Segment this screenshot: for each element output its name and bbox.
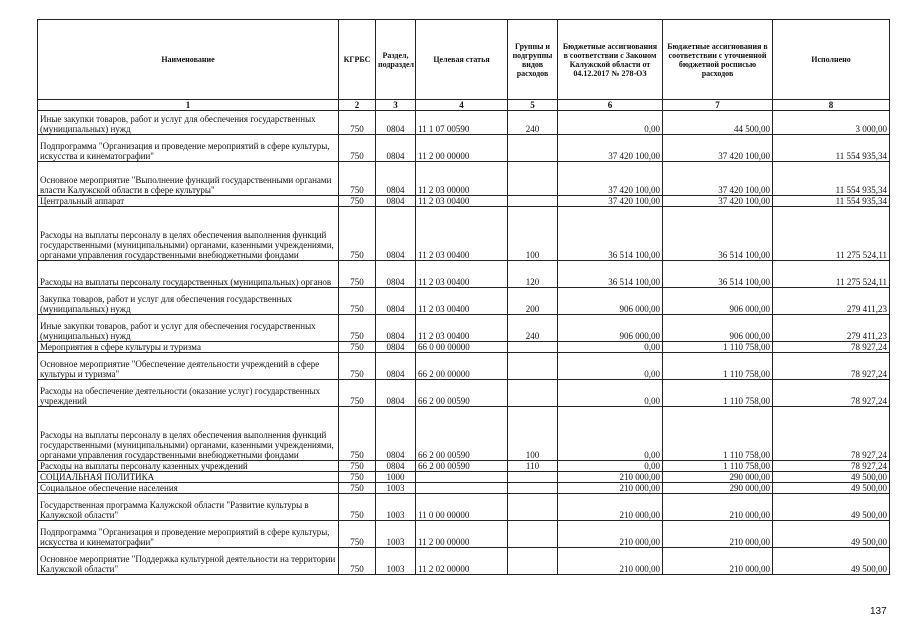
header-row xyxy=(38,20,890,100)
table-row xyxy=(38,461,890,472)
header-group: Группы и подгруппы видов расходов xyxy=(508,20,558,100)
cell-target: 11 2 00 00000 xyxy=(416,521,508,548)
cell-group: 110 xyxy=(508,461,558,472)
cell-target: 66 2 00 00000 xyxy=(416,353,508,380)
cell-refined: 1 110 758,00 xyxy=(663,407,773,461)
cell-target: 11 2 03 00400 xyxy=(416,261,508,288)
cell-group xyxy=(508,521,558,548)
table-row xyxy=(38,342,890,353)
cell-refined: 1 110 758,00 xyxy=(663,353,773,380)
cell-section: 0804 xyxy=(376,111,416,135)
cell-target: 66 2 00 00590 xyxy=(416,461,508,472)
cell-kgrbs: 750 xyxy=(339,135,376,162)
cell-name: Расходы на выплаты персоналу в целях обеспечения выполнения функций государственными (муниципальными) органами, казенными учреждениями, органами управления государственными внебюджетными фондами xyxy=(38,207,339,261)
cell-executed: 279 411,23 xyxy=(773,288,890,315)
cell-group: 240 xyxy=(508,111,558,135)
cell-law: 0,00 xyxy=(558,407,663,461)
cell-kgrbs: 750 xyxy=(339,315,376,342)
cell-refined: 290 000,00 xyxy=(663,483,773,494)
cell-group: 100 xyxy=(508,407,558,461)
cell-kgrbs: 750 xyxy=(339,407,376,461)
cell-section: 1000 xyxy=(376,472,416,483)
cell-law: 210 000,00 xyxy=(558,548,663,575)
cell-target: 11 2 03 00400 xyxy=(416,288,508,315)
cell-name: Расходы на обеспечение деятельности (оказание услуг) государственных учреждений xyxy=(38,380,339,407)
table-row xyxy=(38,472,890,483)
cell-section: 1003 xyxy=(376,494,416,521)
cell-section: 0804 xyxy=(376,407,416,461)
table-row xyxy=(38,261,890,288)
cell-target: 11 2 00 00000 xyxy=(416,135,508,162)
table-row xyxy=(38,162,890,196)
cell-section: 0804 xyxy=(376,288,416,315)
cell-group xyxy=(508,162,558,196)
cell-law: 906 000,00 xyxy=(558,288,663,315)
cell-name: Расходы на выплаты персоналу государственных (муниципальных) органов xyxy=(38,261,339,288)
cell-executed: 11 554 935,34 xyxy=(773,162,890,196)
page-number: 137 xyxy=(870,606,887,617)
cell-refined: 44 500,00 xyxy=(663,111,773,135)
cell-law: 210 000,00 xyxy=(558,521,663,548)
cell-executed: 78 927,24 xyxy=(773,461,890,472)
cell-kgrbs: 750 xyxy=(339,111,376,135)
cell-group xyxy=(508,548,558,575)
cell-refined: 290 000,00 xyxy=(663,472,773,483)
column-number: 6 xyxy=(558,100,663,111)
cell-kgrbs: 750 xyxy=(339,472,376,483)
cell-section: 1003 xyxy=(376,483,416,494)
table-row xyxy=(38,380,890,407)
cell-name: Основное мероприятие "Выполнение функций государственными органами власти Калужской области в сфере культуры" xyxy=(38,162,339,196)
cell-kgrbs: 750 xyxy=(339,342,376,353)
cell-name: Расходы на выплаты персоналу казенных учреждений xyxy=(38,461,339,472)
cell-executed: 49 500,00 xyxy=(773,548,890,575)
cell-name: Иные закупки товаров, работ и услуг для обеспечения государственных (муниципальных) нужд xyxy=(38,315,339,342)
cell-refined: 1 110 758,00 xyxy=(663,342,773,353)
column-number: 1 xyxy=(38,100,339,111)
cell-kgrbs: 750 xyxy=(339,353,376,380)
cell-group: 240 xyxy=(508,315,558,342)
cell-group xyxy=(508,196,558,207)
cell-executed: 3 000,00 xyxy=(773,111,890,135)
cell-target: 11 2 03 00400 xyxy=(416,207,508,261)
cell-refined: 906 000,00 xyxy=(663,315,773,342)
cell-law: 37 420 100,00 xyxy=(558,196,663,207)
cell-executed: 78 927,24 xyxy=(773,407,890,461)
header-law: Бюджетные ассигнования в соответствии с Законом Калужской области от 04.12.2017 № 278-ОЗ xyxy=(558,20,663,100)
cell-name: Государственная программа Калужской области "Развитие культуры в Калужской области" xyxy=(38,494,339,521)
cell-executed: 49 500,00 xyxy=(773,494,890,521)
cell-kgrbs: 750 xyxy=(339,521,376,548)
table-row xyxy=(38,288,890,315)
cell-law: 0,00 xyxy=(558,461,663,472)
table-row xyxy=(38,135,890,162)
column-number: 4 xyxy=(416,100,508,111)
cell-target: 66 0 00 00000 xyxy=(416,342,508,353)
cell-law: 0,00 xyxy=(558,111,663,135)
cell-kgrbs: 750 xyxy=(339,494,376,521)
cell-section: 0804 xyxy=(376,315,416,342)
header-executed: Исполнено xyxy=(773,20,890,100)
cell-target: 66 2 00 00590 xyxy=(416,407,508,461)
cell-section: 1003 xyxy=(376,521,416,548)
cell-law: 0,00 xyxy=(558,342,663,353)
cell-executed: 279 411,23 xyxy=(773,315,890,342)
cell-name: СОЦИАЛЬНАЯ ПОЛИТИКА xyxy=(38,472,339,483)
cell-law: 36 514 100,00 xyxy=(558,207,663,261)
cell-name: Центральный аппарат xyxy=(38,196,339,207)
header-kgrbs: КГРБС xyxy=(339,20,376,100)
header-section: Раздел, подраздел xyxy=(376,20,416,100)
cell-law: 37 420 100,00 xyxy=(558,162,663,196)
table-row xyxy=(38,207,890,261)
cell-target: 11 2 03 00400 xyxy=(416,196,508,207)
cell-law: 906 000,00 xyxy=(558,315,663,342)
cell-group: 200 xyxy=(508,288,558,315)
header-target: Целевая статья xyxy=(416,20,508,100)
table-row xyxy=(38,521,890,548)
cell-group xyxy=(508,353,558,380)
cell-target: 66 2 00 00590 xyxy=(416,380,508,407)
table-row xyxy=(38,407,890,461)
cell-section: 0804 xyxy=(376,380,416,407)
cell-group xyxy=(508,342,558,353)
cell-section: 0804 xyxy=(376,207,416,261)
cell-section: 0804 xyxy=(376,461,416,472)
cell-target: 11 2 02 00000 xyxy=(416,548,508,575)
cell-group xyxy=(508,494,558,521)
cell-executed: 49 500,00 xyxy=(773,521,890,548)
cell-group xyxy=(508,380,558,407)
cell-executed: 11 275 524,11 xyxy=(773,207,890,261)
cell-refined: 36 514 100,00 xyxy=(663,207,773,261)
cell-law: 210 000,00 xyxy=(558,472,663,483)
cell-section: 0804 xyxy=(376,162,416,196)
cell-section: 0804 xyxy=(376,196,416,207)
cell-executed: 11 275 524,11 xyxy=(773,261,890,288)
table-row xyxy=(38,315,890,342)
column-number: 5 xyxy=(508,100,558,111)
cell-name: Подпрограмма "Организация и проведение мероприятий в сфере культуры, искусства и кинематографии" xyxy=(38,521,339,548)
cell-refined: 1 110 758,00 xyxy=(663,380,773,407)
cell-section: 0804 xyxy=(376,135,416,162)
cell-group xyxy=(508,483,558,494)
cell-refined: 37 420 100,00 xyxy=(663,135,773,162)
cell-law: 0,00 xyxy=(558,380,663,407)
cell-refined: 210 000,00 xyxy=(663,494,773,521)
cell-kgrbs: 750 xyxy=(339,288,376,315)
cell-section: 0804 xyxy=(376,261,416,288)
table-row xyxy=(38,483,890,494)
column-number: 7 xyxy=(663,100,773,111)
cell-name: Социальное обеспечение населения xyxy=(38,483,339,494)
cell-kgrbs: 750 xyxy=(339,461,376,472)
cell-law: 36 514 100,00 xyxy=(558,261,663,288)
column-number-row xyxy=(38,100,890,111)
cell-name: Основное мероприятие "Поддержка культурной деятельности на территории Калужской области" xyxy=(38,548,339,575)
cell-kgrbs: 750 xyxy=(339,380,376,407)
cell-target: 11 1 07 00590 xyxy=(416,111,508,135)
cell-target: 11 2 03 00000 xyxy=(416,162,508,196)
cell-kgrbs: 750 xyxy=(339,207,376,261)
cell-target: 11 2 03 00400 xyxy=(416,315,508,342)
cell-group: 120 xyxy=(508,261,558,288)
cell-refined: 37 420 100,00 xyxy=(663,162,773,196)
cell-name: Расходы на выплаты персоналу в целях обеспечения выполнения функций государственными (муниципальными) органами, казенными учреждениями, органами управления государственными внебюджетными фондами xyxy=(38,407,339,461)
cell-refined: 37 420 100,00 xyxy=(663,196,773,207)
cell-executed: 78 927,24 xyxy=(773,342,890,353)
cell-name: Иные закупки товаров, работ и услуг для обеспечения государственных (муниципальных) нужд xyxy=(38,111,339,135)
cell-name: Мероприятия в сфере культуры и туризма xyxy=(38,342,339,353)
cell-executed: 78 927,24 xyxy=(773,353,890,380)
cell-executed: 11 554 935,34 xyxy=(773,196,890,207)
table-row xyxy=(38,494,890,521)
cell-section: 1003 xyxy=(376,548,416,575)
cell-refined: 36 514 100,00 xyxy=(663,261,773,288)
cell-refined: 906 000,00 xyxy=(663,288,773,315)
table-row xyxy=(38,353,890,380)
cell-target: 11 0 00 00000 xyxy=(416,494,508,521)
cell-executed: 11 554 935,34 xyxy=(773,135,890,162)
table-row xyxy=(38,548,890,575)
cell-executed: 49 500,00 xyxy=(773,483,890,494)
cell-kgrbs: 750 xyxy=(339,162,376,196)
cell-law: 37 420 100,00 xyxy=(558,135,663,162)
cell-name: Подпрограмма "Организация и проведение мероприятий в сфере культуры, искусства и кинематографии" xyxy=(38,135,339,162)
cell-refined: 210 000,00 xyxy=(663,548,773,575)
cell-group xyxy=(508,472,558,483)
header-refined: Бюджетные ассигнования в соответствии с уточненной бюджетной росписью расходов xyxy=(663,20,773,100)
cell-law: 210 000,00 xyxy=(558,483,663,494)
cell-name: Основное мероприятие "Обеспечение деятельности учреждений в сфере культуры и туризма" xyxy=(38,353,339,380)
column-number: 2 xyxy=(339,100,376,111)
cell-kgrbs: 750 xyxy=(339,196,376,207)
cell-target xyxy=(416,472,508,483)
cell-kgrbs: 750 xyxy=(339,548,376,575)
cell-target xyxy=(416,483,508,494)
cell-refined: 210 000,00 xyxy=(663,521,773,548)
table-row xyxy=(38,111,890,135)
cell-group xyxy=(508,135,558,162)
column-number: 3 xyxy=(376,100,416,111)
cell-kgrbs: 750 xyxy=(339,261,376,288)
header-name: Наименование xyxy=(38,20,339,100)
cell-refined: 1 110 758,00 xyxy=(663,461,773,472)
budget-table xyxy=(37,19,890,575)
cell-executed: 49 500,00 xyxy=(773,472,890,483)
column-number: 8 xyxy=(773,100,890,111)
table-row xyxy=(38,196,890,207)
cell-section: 0804 xyxy=(376,342,416,353)
cell-executed: 78 927,24 xyxy=(773,380,890,407)
cell-kgrbs: 750 xyxy=(339,483,376,494)
cell-law: 0,00 xyxy=(558,353,663,380)
cell-section: 0804 xyxy=(376,353,416,380)
cell-name: Закупка товаров, работ и услуг для обеспечения государственных (муниципальных) нужд xyxy=(38,288,339,315)
cell-group: 100 xyxy=(508,207,558,261)
cell-law: 210 000,00 xyxy=(558,494,663,521)
